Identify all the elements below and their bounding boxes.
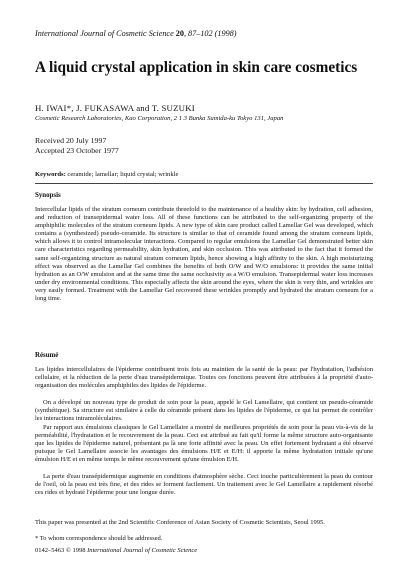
article-affiliation: Cosmetic Research Laboratories, Kao Corporation, 2 1 3 Bunka Sumida-ku Tokyo 131, Japan bbox=[35, 115, 284, 122]
keywords-list: ceramide; lamellar; liquid crystal; wrinkle bbox=[65, 171, 179, 178]
article-dates bbox=[35, 136, 119, 156]
accepted-date: Accepted 23 October 1977 bbox=[35, 146, 119, 155]
copyright-journal: International Journal of Cosmetic Science bbox=[87, 547, 198, 554]
keywords-label: Keywords: bbox=[35, 171, 66, 178]
journal-pages-year: , 87–102 (1998) bbox=[183, 29, 237, 38]
copyright-line bbox=[35, 547, 197, 554]
resume-paragraph-1: Les lipides intercellulaires de l'épiderme contribuent trois fois au maintien de la santé de la peau: par l'hydratation, l'adhésion cellulaire, et la réduction de la perte d'eau transépidermique. Toutes ces fonctions peuvent être attribuées à la propriété d'auto-organisation des molécules amphiphiles des lipides de l'épiderme. bbox=[35, 366, 373, 390]
journal-header bbox=[35, 29, 236, 38]
footnote-correspondence: * To whom correspondence should be addressed. bbox=[35, 535, 163, 542]
journal-name: International Journal of Cosmetic Science bbox=[35, 29, 174, 38]
journal-volume: 20 bbox=[175, 29, 184, 38]
keywords-line bbox=[35, 171, 178, 178]
synopsis-heading: Synopsis bbox=[35, 192, 61, 199]
footnote-presented: This paper was presented at the 2nd Scientific Conference of Asian Society of Cosmetic Scientists, Seoul 1995. bbox=[35, 519, 325, 526]
received-date: Received 20 July 1997 bbox=[35, 136, 107, 145]
resume-heading: Résumé bbox=[35, 352, 59, 359]
resume-paragraph-2: On a dévelopé un nouveau type de produit de soin pour la peau, appelé le Gel Lamellaire, qui contient un pseudo-céramide (synthétique). Sa structure est similaire à celle du céramide présent dans les lipides de l'épiderme, ce qui lui permet de contrôler les interactions intramoléculaires. bbox=[35, 399, 373, 423]
synopsis-text: Intercellular lipids of the stratum corneum contribute threefold to the maintenance of a healthy skin: by hydration, cell adhesion, and reduction of transepidermal water loss. All of these functions can be attributed to the self-organizing property of the amphiphilic molecules of the stratum corneum lipids. A new type of skin care product called Lamellar Gel was developed, which contains a (synthesized) pseudo-ceramide. Its structure is similar to that of ceramide found among the stratum corneum lipids, which allows it to control intramolecular interactions. Compared to regular emulsions the Lamellar Gel demonstrated better skin care characteristics regarding permeability, skin hydration, and skin occlusion. This was attributed to the fact that it formed the same self-organizing structure as natural stratum corneum lipids, hence showing a high affinity to the skin. A high moisturizing effect was observed as the Lamellar Gel combines the benefits of both O/W and W/O emulsions: it provides the same initial hydration as an O/W emulsion and at the same time the same occlusivity as a W/O emulsion. Transepidermal water loss increases under dry environmental conditions. This especially affects the skin around the eyes, where the skin is very thin, and wrinkles are very easily formed. Treatment with the Lamellar Gel recovered these wrinkles promptly and hydrated the stratum corneum for a long time. bbox=[35, 206, 373, 303]
resume-paragraph-3: Par rapport aux émulsions classiques le Gel Lamellaire a montré de meilleures propriétés de soin pour la peau vis-à-vis de la perméabilité, l'hydratation et le recouvrement de la peau. Ceci est attribué au fait qu'il forme la même structure auto-organisante que les lipides de l'épiderme naturel, présentant pa là une forte affinité avec la peau. Un effet fortement hydratant a été observé puisque le Gel Lamellaire associe les avantages des émulsions H/E et E/H: il apporte la même hydratation initiale qu'une émulsion H/E et en même temps le même recouvrement qu'une émulsion E/H. bbox=[35, 424, 373, 464]
article-title: A liquid crystal application in skin care cosmetics bbox=[35, 59, 358, 76]
copyright-code: 0142–5463 © 1998 bbox=[35, 547, 88, 554]
article-authors: H. IWAI*, J. FUKASAWA and T. SUZUKI bbox=[35, 103, 195, 113]
header-divider bbox=[35, 183, 373, 184]
resume-paragraph-4: La perte d'eau transépidermique augmente en conditions d'atmosphère sèche. Ceci touche particulièrement la peau du contour de l'oeil, où la peau est très fine, et des rides se forment facilement. Un traitement avec le Gel Lamellaire a rapidement résorbé ces rides et hydraté l'épiderme pour une longue durée. bbox=[35, 473, 373, 497]
